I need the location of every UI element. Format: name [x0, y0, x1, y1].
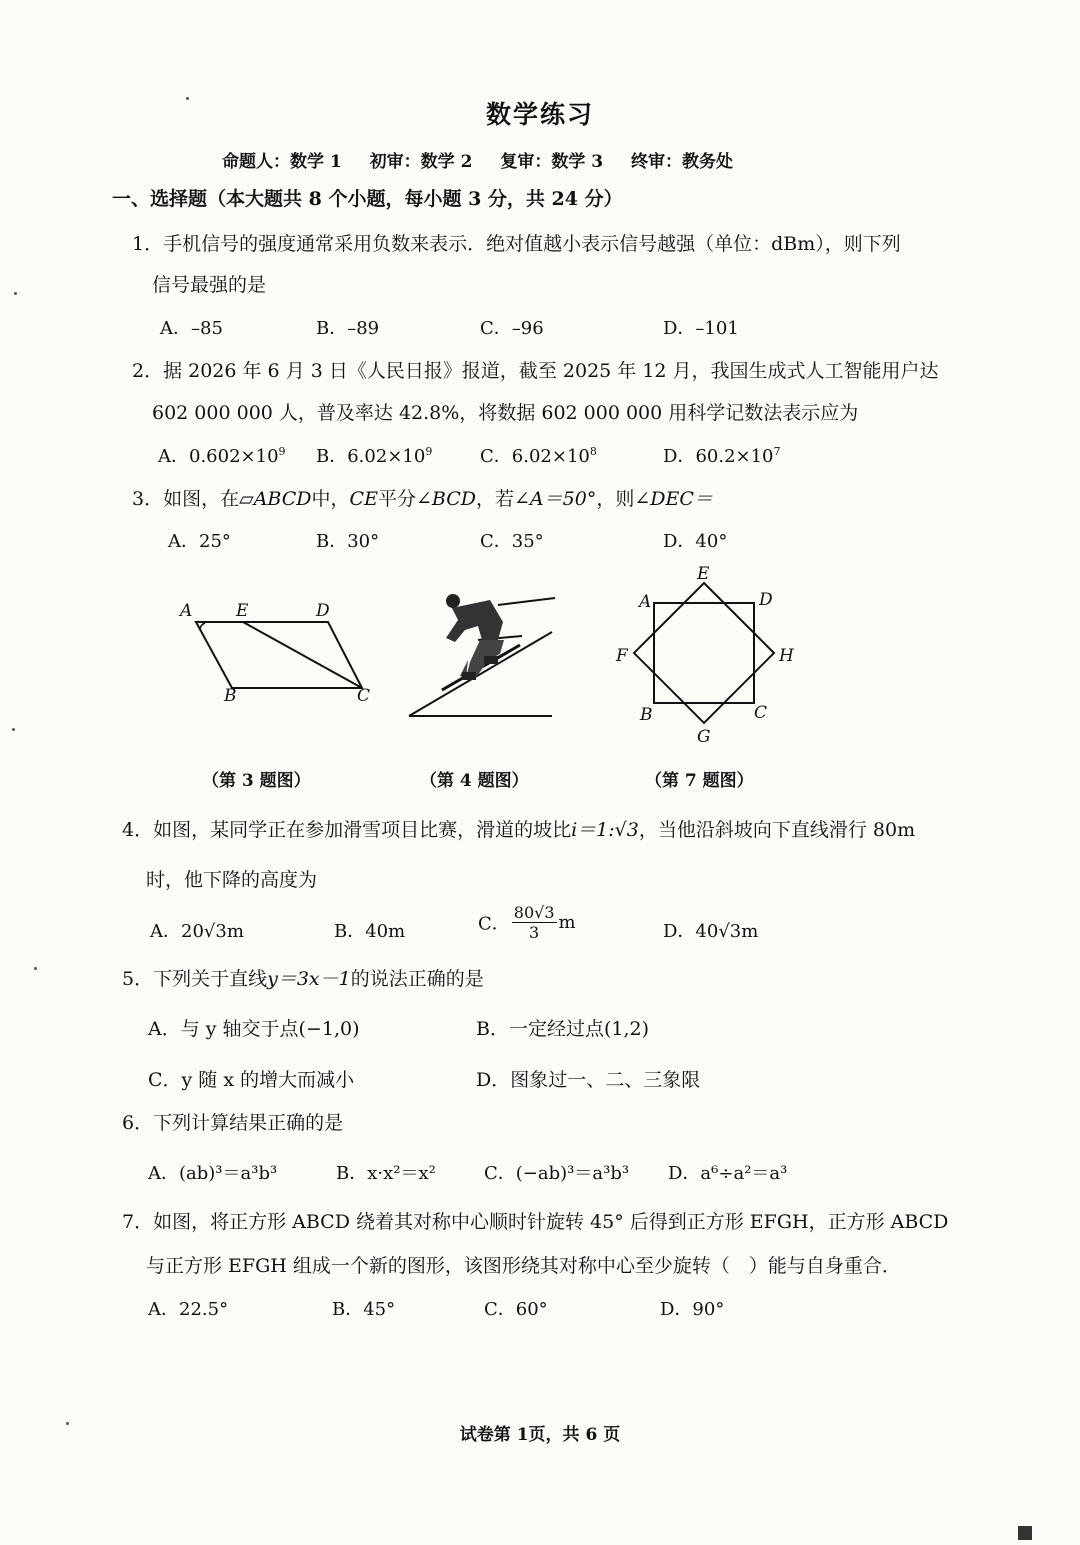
q4-option-a: A．20√3m	[150, 921, 244, 942]
q2-option-b: B．$6.02\times 10^9$	[316, 445, 433, 467]
q6-option-b: B．x·x²＝x²	[336, 1163, 436, 1184]
q3-option-a: A．25°	[168, 531, 231, 552]
q7-line1: 7．如图，将正方形 ABCD 绕着其对称中心顺时针旋转 45° 后得到正方形 EFGH，正方形 ABCD	[122, 1211, 949, 1233]
q1-option-d: D．–101	[663, 318, 739, 339]
q1-option-a: A．–85	[160, 318, 223, 339]
fig3-caption: （第 3 题图）	[202, 771, 311, 791]
page-title: 数学练习	[485, 100, 594, 129]
q4-line1: 4．如图，某同学正在参加滑雪项目比赛，滑道的坡比i＝1:√3，当他沿斜坡向下直线滑行 80m	[122, 819, 916, 841]
q1-line1: 1．手机信号的强度通常采用负数来表示．绝对值越小表示信号越强（单位：dBm），则下列	[132, 233, 901, 255]
scan-speck	[34, 967, 37, 970]
q4-option-c: C． $\frac{80√3}{3}$ m	[478, 903, 576, 942]
fig3-label-d: D	[316, 601, 330, 621]
fig4-caption: （第 4 题图）	[420, 771, 529, 791]
scan-speck	[12, 728, 15, 731]
q6-option-a: A．(ab)³＝a³b³	[148, 1163, 278, 1184]
q5-option-b: B．一定经过点(1,2)	[476, 1018, 650, 1040]
fig7-label-g: G	[697, 727, 711, 747]
q2-line1: 2．据 2026 年 6 月 3 日《人民日报》报道，截至 2025 年 12 月，我国生成式人工智能用户达	[132, 360, 939, 382]
fig7-label-e: E	[697, 564, 710, 584]
q2-option-a: A．$0.602\times 10^9$	[158, 445, 286, 467]
q7-line2: 与正方形 EFGH 组成一个新的图形，该图形绕其对称中心至少旋转（ ）能与自身重合．	[146, 1255, 901, 1277]
q4-option-d: D．40√3m	[663, 921, 759, 942]
q6-option-d: D．a⁶÷a²＝a³	[668, 1163, 788, 1184]
q3-option-b: B．30°	[316, 531, 380, 552]
q5-option-c: C．y 随 x 的增大而减小	[148, 1069, 355, 1091]
q2-line2: 602 000 000 人，普及率达 42.8%，将数据 602 000 000 用科学记数法表示应为	[152, 402, 859, 424]
q4-option-b: B．40m	[334, 921, 406, 942]
fig3-label-a: A	[180, 601, 193, 621]
fig3-label-c: C	[357, 686, 371, 706]
q2-option-d: D．$60.2\times 10^7$	[663, 445, 781, 467]
q1-option-b: B．–89	[316, 318, 380, 339]
credit-author: 命题人：数学 1	[222, 152, 342, 172]
q3-stem: 3．如图，在▱ABCD中，CE平分∠BCD，若∠A＝50°，则∠DEC＝	[132, 488, 713, 510]
q6-option-c: C．(−ab)³＝a³b³	[484, 1163, 630, 1184]
fig7-label-c: C	[754, 703, 768, 723]
scan-speck	[186, 97, 189, 100]
q1-option-c: C．–96	[480, 318, 544, 339]
fig7-label-h: H	[779, 646, 794, 666]
q2-option-c: C．$6.02\times 10^8$	[480, 445, 597, 467]
q3-option-d: D．40°	[663, 531, 728, 552]
section-heading: 一、选择题（本大题共 8 个小题，每小题 3 分，共 24 分）	[112, 188, 623, 210]
q1-line2: 信号最强的是	[152, 274, 267, 296]
qr-code-icon	[1018, 1526, 1032, 1540]
q6-stem: 6．下列计算结果正确的是	[122, 1112, 344, 1134]
page-footer: 试卷第 1页，共 6 页	[459, 1425, 621, 1445]
q7-option-b: B．45°	[332, 1299, 396, 1320]
q5-stem: 5．下列关于直线y＝3x－1的说法正确的是	[122, 968, 484, 990]
credit-first-review: 初审：数学 2	[369, 152, 473, 172]
fig7-caption: （第 7 题图）	[645, 771, 754, 791]
fig3-label-b: B	[224, 686, 237, 706]
scan-speck	[66, 1422, 69, 1425]
scan-speck	[14, 292, 17, 295]
q4-line2: 时，他下降的高度为	[146, 869, 318, 891]
fig7-label-f: F	[616, 646, 628, 666]
fig7-label-b: B	[640, 705, 653, 725]
credit-final-review: 终审：教务处	[631, 152, 734, 172]
q5-option-d: D．图象过一、二、三象限	[476, 1069, 701, 1091]
q7-option-c: C．60°	[484, 1299, 548, 1320]
fig7-label-d: D	[759, 590, 773, 610]
q5-option-a: A．与 y 轴交于点(−1,0)	[148, 1018, 360, 1040]
q3-option-c: C．35°	[480, 531, 544, 552]
q7-option-d: D．90°	[660, 1299, 725, 1320]
fig7-label-a: A	[639, 592, 652, 612]
q7-option-a: A．22.5°	[148, 1299, 229, 1320]
credit-second-review: 复审：数学 3	[500, 152, 604, 172]
fig3-label-e: E	[236, 601, 249, 621]
